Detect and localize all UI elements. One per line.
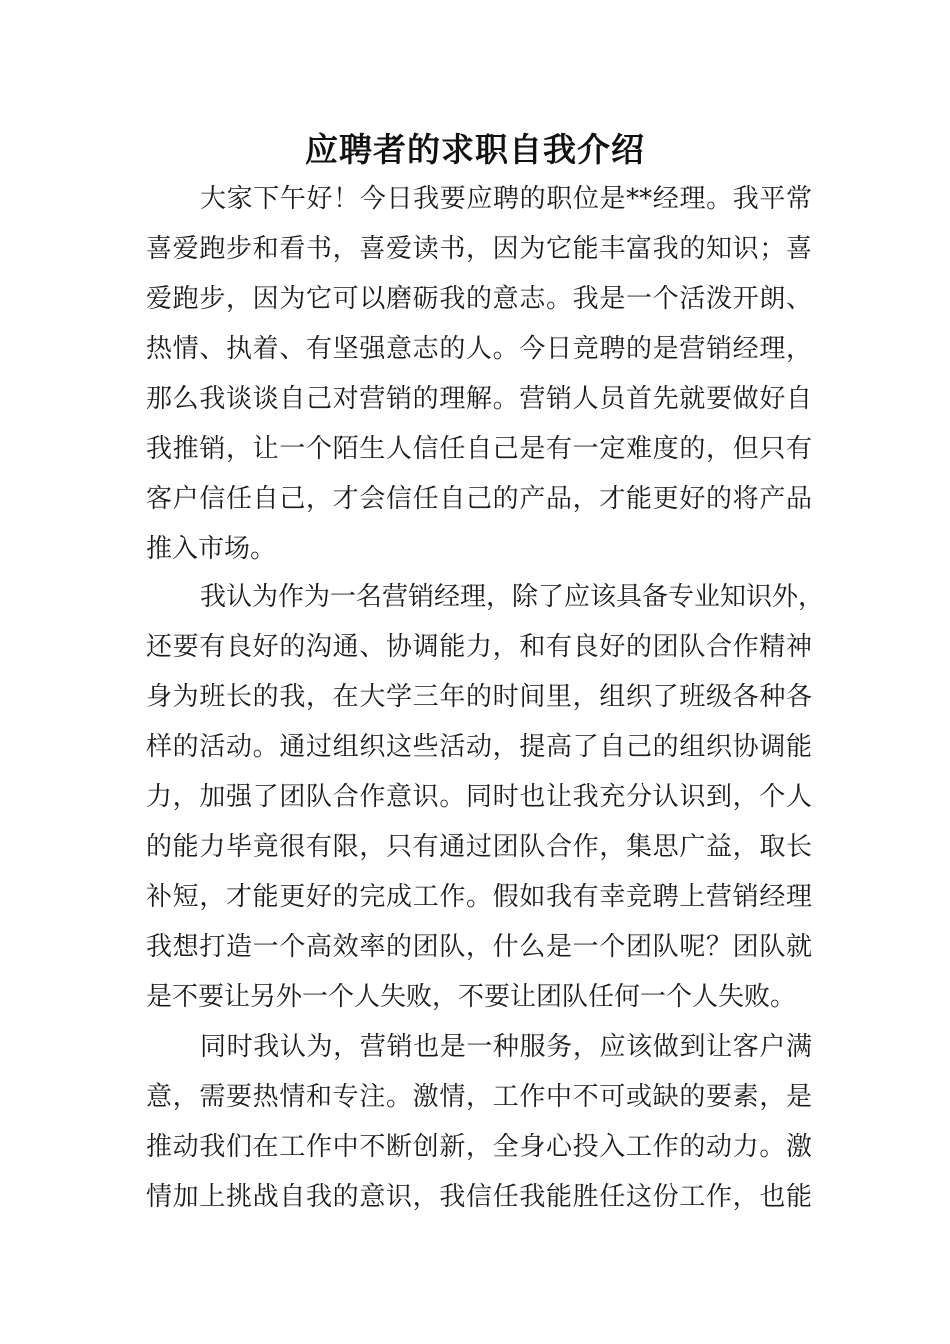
paragraph-line: 力，加强了团队合作意识。同时也让我充分认识到，个人: [146, 782, 812, 812]
paragraph-line: 是不要让另外一个人失败，不要让团队任何一个人失败。: [146, 982, 797, 1012]
paragraph-line: 喜爱跑步和看书，喜爱读书，因为它能丰富我的知识；喜: [146, 234, 812, 264]
paragraph-line: 我认为作为一名营销经理，除了应该具备专业知识外，: [200, 582, 825, 612]
paragraph-line: 身为班长的我，在大学三年的时间里，组织了班级各种各: [146, 682, 812, 712]
paragraph-line: 意，需要热情和专注。激情，工作中不可或缺的要素，是: [146, 1082, 812, 1112]
paragraph-line: 推动我们在工作中不断创新，全身心投入工作的动力。激: [146, 1132, 812, 1162]
paragraph-3: [146, 1022, 812, 1222]
paragraph-line: 大家下午好！今日我要应聘的职位是**经理。我平常: [200, 184, 812, 214]
paragraph-line: 我想打造一个高效率的团队，什么是一个团队呢？团队就: [146, 932, 812, 962]
paragraph-line: 爱跑步，因为它可以磨砺我的意志。我是一个活泼开朗、: [146, 284, 812, 314]
paragraph-line: 的能力毕竟很有限，只有通过团队合作，集思广益，取长: [146, 832, 812, 862]
paragraph-line: 补短，才能更好的完成工作。假如我有幸竞聘上营销经理: [146, 882, 812, 912]
document-title: 应聘者的求职自我介绍: [305, 130, 645, 169]
paragraph-line: 情加上挑战自我的意识，我信任我能胜任这份工作，也能: [146, 1182, 812, 1212]
paragraph-2: [146, 572, 825, 1022]
paragraph-line: 客户信任自己，才会信任自己的产品，才能更好的将产品: [146, 484, 812, 514]
paragraph-line: 同时我认为，营销也是一种服务，应该做到让客户满: [200, 1032, 812, 1062]
paragraph-line: 样的活动。通过组织这些活动，提高了自己的组织协调能: [146, 732, 812, 762]
paragraph-1: [146, 174, 812, 574]
paragraph-line: 还要有良好的沟通、协调能力，和有良好的团队合作精神: [146, 632, 812, 662]
paragraph-line: 那么我谈谈自己对营销的理解。营销人员首先就要做好自: [146, 384, 812, 414]
paragraph-line: 热情、执着、有坚强意志的人。今日竞聘的是营销经理，: [146, 334, 812, 364]
paragraph-line: 推入市场。: [146, 534, 277, 564]
paragraph-line: 我推销，让一个陌生人信任自己是有一定难度的，但只有: [146, 434, 812, 464]
